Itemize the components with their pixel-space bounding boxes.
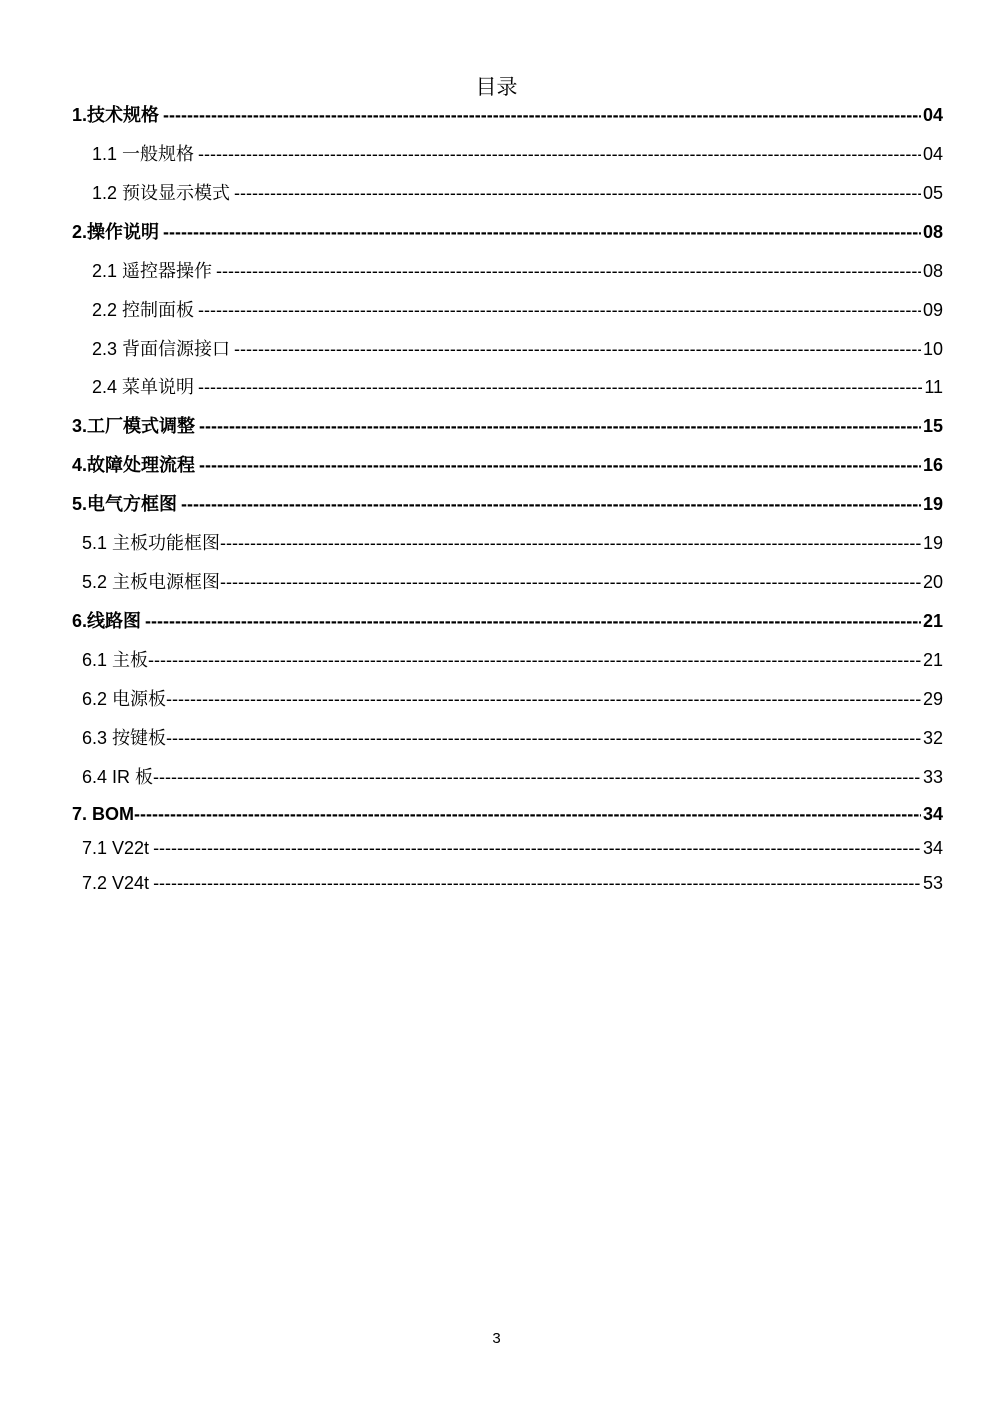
- toc-entry-label: 6.2 电源板: [82, 689, 167, 709]
- toc-entry-label: 1.1 一般规格: [92, 144, 195, 164]
- toc-entry-page: 19: [922, 494, 943, 514]
- toc-entry-label: 2.操作说明: [72, 222, 160, 242]
- toc-entry[interactable]: [72, 103, 943, 127]
- toc-entry[interactable]: [92, 298, 943, 322]
- toc-entry[interactable]: [92, 259, 943, 283]
- toc-entry-label: 7.1 V22t: [82, 838, 150, 858]
- toc-entry[interactable]: [72, 414, 943, 438]
- toc-entry-label: 6.4 IR 板: [82, 767, 154, 787]
- dot-leader: [234, 337, 921, 361]
- dot-leader: [134, 802, 921, 826]
- toc-entry-label: 3.工厂模式调整: [72, 416, 196, 436]
- toc-entry[interactable]: [82, 765, 943, 789]
- toc-entry-label: 6.3 按键板: [82, 728, 167, 748]
- toc-entry-label: 5.1 主板功能框图: [82, 533, 221, 553]
- toc-entry[interactable]: [82, 531, 943, 555]
- toc-entry-label: 2.1 遥控器操作: [92, 261, 213, 281]
- toc-entry-label: 4.故障处理流程: [72, 455, 196, 475]
- toc-entry-page: 21: [922, 611, 943, 631]
- toc-entry-label: 1.技术规格: [72, 105, 160, 125]
- toc-entry[interactable]: [82, 871, 943, 895]
- dot-leader: [220, 531, 921, 555]
- page-number: 3: [492, 1330, 501, 1347]
- toc-entry-page: 20: [922, 572, 943, 592]
- toc-entry-label: 2.3 背面信源接口: [92, 339, 231, 359]
- toc-entry[interactable]: [82, 648, 943, 672]
- toc-entry-page: 53: [922, 873, 943, 893]
- toc-entry-page: 08: [922, 222, 943, 242]
- toc-entry-page: 34: [922, 838, 943, 858]
- toc-entry[interactable]: [82, 726, 943, 750]
- toc-entry-page: 29: [922, 689, 943, 709]
- toc-entry-page: 32: [922, 728, 943, 748]
- toc-entry-page: 04: [922, 144, 943, 164]
- toc-entry-page: 09: [922, 300, 943, 320]
- toc-entry-page: 21: [922, 650, 943, 670]
- toc-entry-label: 1.2 预设显示模式: [92, 183, 231, 203]
- toc-entry-page: 19: [922, 533, 943, 553]
- dot-leader: [181, 492, 921, 516]
- dot-leader: [198, 142, 921, 166]
- dot-leader: [153, 836, 921, 860]
- toc-entry-page: 15: [922, 416, 943, 436]
- page-title: 目录: [475, 75, 518, 99]
- toc-entry-label: 2.2 控制面板: [92, 300, 195, 320]
- dot-leader: [198, 298, 921, 322]
- toc-entry[interactable]: [82, 687, 943, 711]
- toc-entry-page: 04: [922, 105, 943, 125]
- dot-leader: [153, 871, 921, 895]
- dot-leader: [163, 220, 921, 244]
- dot-leader: [220, 570, 921, 594]
- toc-entry[interactable]: [92, 142, 943, 166]
- dot-leader: [166, 726, 921, 750]
- dot-leader: [198, 375, 922, 399]
- toc-entry[interactable]: [92, 337, 943, 361]
- toc-entry[interactable]: [72, 453, 943, 477]
- toc-entry[interactable]: [82, 570, 943, 594]
- dot-leader: [148, 648, 921, 672]
- toc-entry[interactable]: [92, 375, 943, 399]
- toc-entry-label: 5.2 主板电源框图: [82, 572, 221, 592]
- toc-entry-page: 05: [922, 183, 943, 203]
- toc-entry-label: 5.电气方框图: [72, 494, 178, 514]
- toc-entry[interactable]: [82, 836, 943, 860]
- dot-leader: [145, 609, 921, 633]
- dot-leader: [234, 181, 921, 205]
- dot-leader: [199, 453, 921, 477]
- toc-entry-label: 6.1 主板: [82, 650, 149, 670]
- toc-entry-label: 7. BOM: [72, 804, 135, 824]
- toc-entry-page: 16: [922, 455, 943, 475]
- dot-leader: [153, 765, 921, 789]
- toc-entry-page: 11: [924, 377, 943, 397]
- toc-entry[interactable]: [92, 181, 943, 205]
- toc-entry[interactable]: [72, 609, 943, 633]
- toc-entry[interactable]: [72, 802, 943, 826]
- toc-entry[interactable]: [72, 220, 943, 244]
- toc-entry[interactable]: [72, 492, 943, 516]
- toc-entry-page: 33: [922, 767, 943, 787]
- toc-entry-page: 34: [922, 804, 943, 824]
- dot-leader: [216, 259, 921, 283]
- toc-entry-page: 10: [922, 339, 943, 359]
- toc-entry-label: 6.线路图: [72, 611, 142, 631]
- toc-entry-page: 08: [922, 261, 943, 281]
- dot-leader: [166, 687, 921, 711]
- dot-leader: [163, 103, 921, 127]
- dot-leader: [199, 414, 921, 438]
- toc-entry-label: 2.4 菜单说明: [92, 377, 195, 397]
- toc-entry-label: 7.2 V24t: [82, 873, 150, 893]
